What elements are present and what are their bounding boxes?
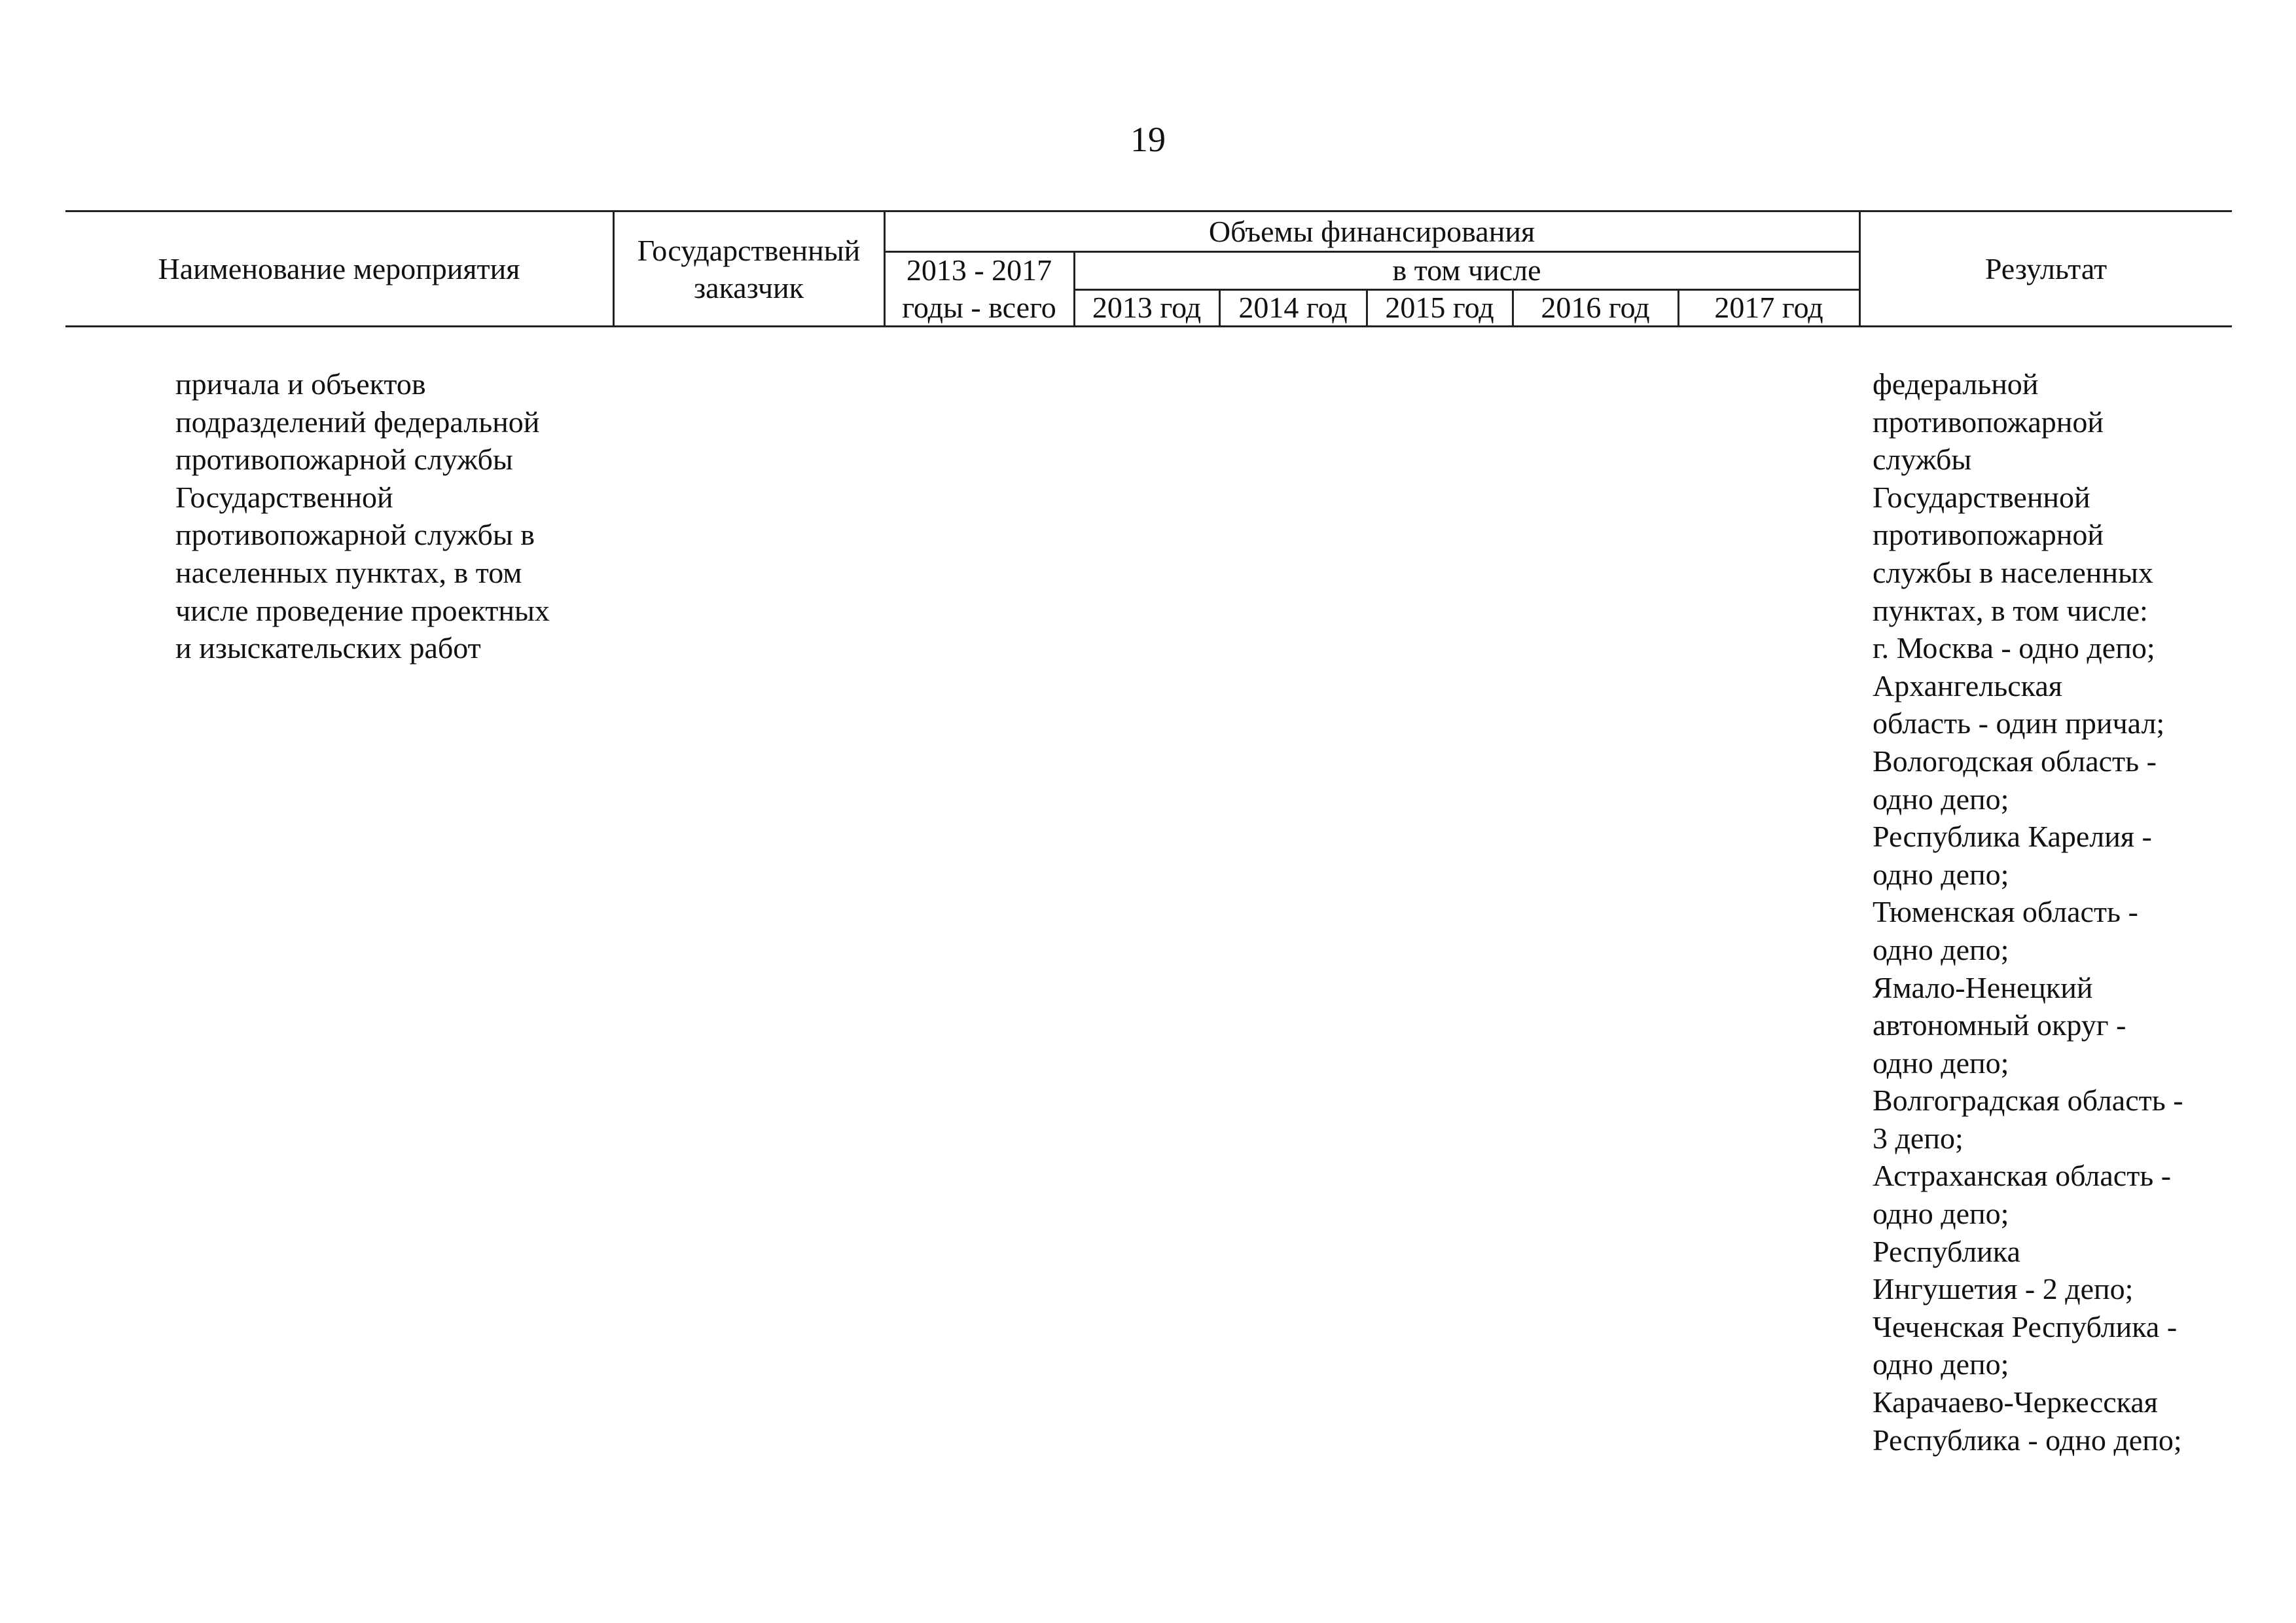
header-customer-line1: Государственный <box>637 234 861 267</box>
result-line: одно депо; <box>1873 1197 2009 1231</box>
result-line: область - один причал; <box>1873 706 2165 740</box>
name-line: населенных пунктах, в том <box>175 555 522 589</box>
result-line: Астраханская область - <box>1873 1159 2172 1193</box>
result-line: Волгоградская область - <box>1873 1084 2183 1118</box>
result-line: Республика - одно депо; <box>1873 1423 2182 1457</box>
result-line: Государственной <box>1873 480 2090 514</box>
result-line: одно депо; <box>1873 1046 2009 1080</box>
result-line: одно депо; <box>1873 1347 2009 1381</box>
result-line: противопожарной <box>1873 518 2104 552</box>
header-year-2016: 2016 год <box>1541 291 1650 324</box>
table-header <box>0 0 2296 340</box>
result-line: Ингушетия - 2 депо; <box>1873 1272 2134 1306</box>
result-line: Вологодская область - <box>1873 744 2157 778</box>
result-line: противопожарной <box>1873 405 2104 439</box>
result-line: Республика Карелия - <box>1873 820 2152 854</box>
name-line: числе проведение проектных <box>175 593 550 627</box>
result-line: Республика <box>1873 1234 2020 1268</box>
name-line: Государственной <box>175 480 393 514</box>
result-line: одно депо; <box>1873 857 2009 891</box>
header-funding-group: Объемы финансирования <box>1208 215 1535 248</box>
result-line: одно депо; <box>1873 932 2009 966</box>
result-line: г. Москва - одно депо; <box>1873 631 2155 665</box>
result-line: одно депо; <box>1873 782 2009 816</box>
header-year-2013: 2013 год <box>1092 291 1202 324</box>
name-line: причала и объектов <box>175 367 426 401</box>
name-line: противопожарной службы <box>175 443 513 477</box>
row-result-text <box>1873 365 2183 1459</box>
divider-name-customer <box>613 211 615 327</box>
header-bottom-rule <box>65 325 2232 327</box>
result-line: федеральной <box>1873 367 2039 401</box>
header-including: в том числе <box>1392 253 1541 287</box>
header-name: Наименование мероприятия <box>158 252 520 285</box>
result-line: Ямало-Ненецкий <box>1873 970 2093 1004</box>
name-line: и изыскательских работ <box>175 631 481 665</box>
result-line: пунктах, в том числе: <box>1873 593 2148 627</box>
result-line: автономный округ - <box>1873 1008 2126 1042</box>
result-line: Тюменская область - <box>1873 895 2138 929</box>
result-line: Чеченская Республика - <box>1873 1309 2178 1343</box>
header-total-line1: 2013 - 2017 <box>906 253 1052 287</box>
result-line: службы в населенных <box>1873 555 2153 589</box>
result-line: службы <box>1873 443 1972 477</box>
header-customer-line2: заказчик <box>693 271 804 304</box>
header-result: Результат <box>1984 252 2108 285</box>
result-line: Архангельская <box>1873 668 2062 702</box>
result-line: 3 депо; <box>1873 1121 1964 1155</box>
header-year-2017: 2017 год <box>1714 291 1823 324</box>
page-number: 19 <box>1130 120 1166 159</box>
header-top-rule <box>65 210 2232 212</box>
result-line: Карачаево-Черкесская <box>1873 1385 2158 1419</box>
name-line: подразделений федеральной <box>175 405 540 439</box>
row-name-text <box>175 365 550 667</box>
header-year-2015: 2015 год <box>1385 291 1494 324</box>
name-line: противопожарной службы в <box>175 518 535 552</box>
header-total-line2: годы - всего <box>902 291 1056 324</box>
header-year-2014: 2014 год <box>1238 291 1348 324</box>
